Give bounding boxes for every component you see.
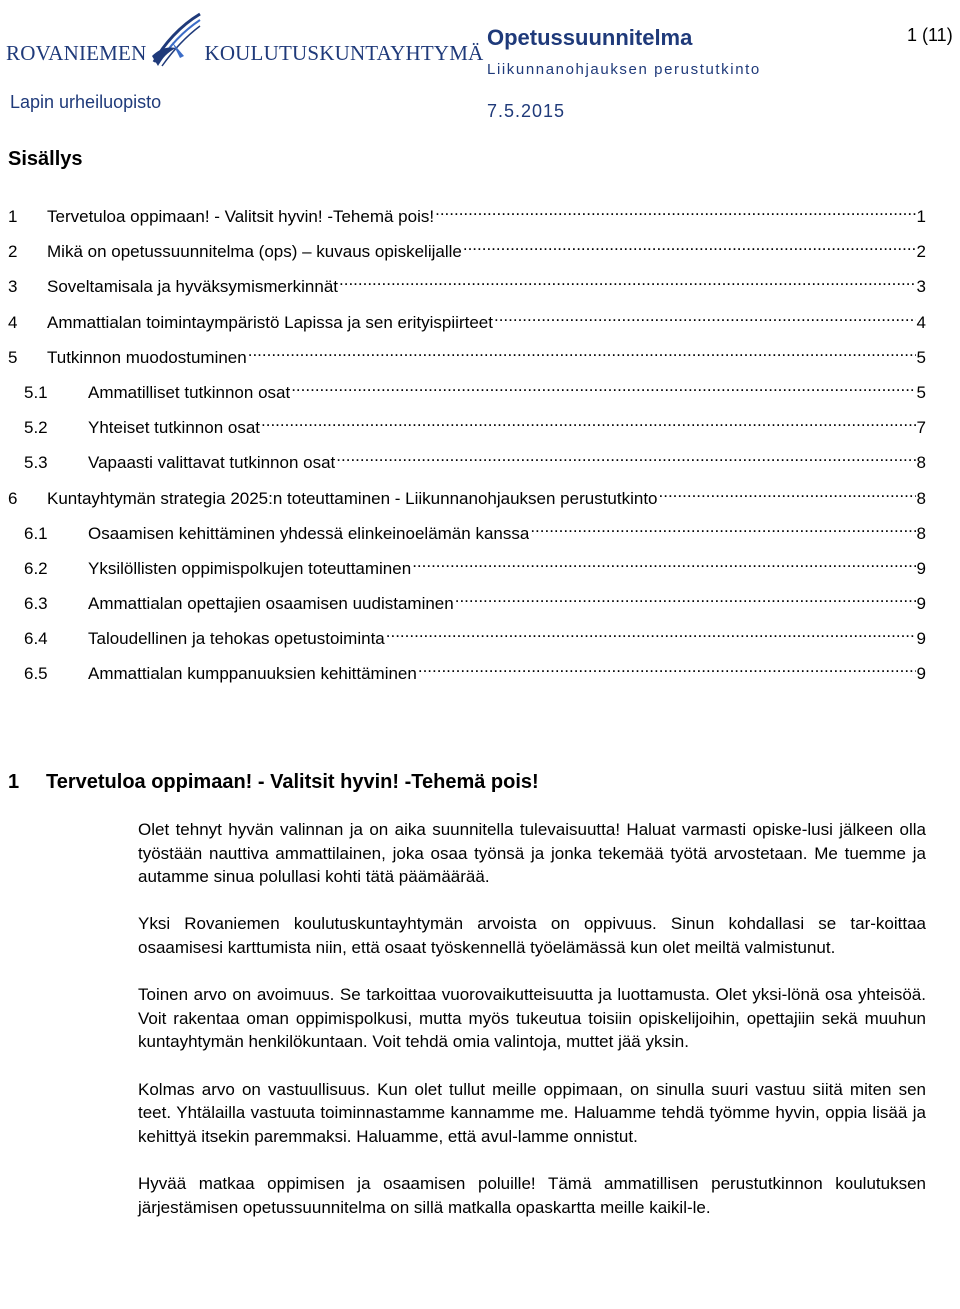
toc-entry-number: 6.2 <box>24 558 48 578</box>
toc-entry[interactable] <box>8 237 926 272</box>
toc-entry[interactable] <box>8 413 926 448</box>
body-paragraph: Yksi Rovaniemen koulutuskuntayhtymän arvoista on oppivuus. Sinun kohdallasi se tar-koittaa osaamisesi karttumista niin, että osaat työskennellä työelämässä kun olet meiltä valmistunut. <box>138 914 926 957</box>
toc-entry-title: Mikä on opetussuunnitelma (ops) – kuvaus opiskelijalle <box>47 242 462 262</box>
toc-dot-leader <box>659 484 916 504</box>
toc-entry-title: Ammatilliset tutkinnon osat <box>88 382 291 402</box>
toc-entry-title: Ammattialan toimintaympäristö Lapissa ja sen erityispiirteet <box>47 312 493 332</box>
toc-entry[interactable] <box>8 624 926 659</box>
toc-entry-page: 7 <box>916 418 926 438</box>
organization-name-part2: KOULUTUSKUNTAYHTYMÄ <box>204 40 484 65</box>
toc-dot-leader <box>455 589 916 609</box>
toc-entry-title: Vapaasti valittavat tutkinnon osat <box>88 453 336 473</box>
toc-entry-page: 5 <box>916 382 926 402</box>
toc-entry-page: 4 <box>916 312 926 332</box>
toc-entry-title: Osaamisen kehittäminen yhdessä elinkeinoelämän kanssa <box>88 523 530 543</box>
toc-dot-leader <box>418 659 916 679</box>
section-body <box>138 818 926 1243</box>
document-title: Opetussuunnitelma <box>487 25 693 50</box>
toc-dot-leader <box>412 554 915 574</box>
toc-entry-page: 8 <box>916 488 926 508</box>
toc-dot-leader <box>463 237 916 257</box>
organization-name <box>6 38 483 68</box>
toc-dot-leader <box>435 202 915 222</box>
toc-entry-number: 6.5 <box>24 664 48 684</box>
toc-entry-page: 8 <box>916 523 926 543</box>
toc-dot-leader <box>336 448 915 468</box>
toc-dot-leader <box>339 272 916 292</box>
toc-entry-page: 9 <box>916 629 926 649</box>
toc-entry-number: 1 <box>8 207 18 226</box>
toc-entry-number: 6.3 <box>24 594 48 614</box>
toc-entry-number: 5.2 <box>24 418 48 438</box>
toc-entry-title: Kuntayhtymän strategia 2025:n toteuttaminen - Liikunnanohjauksen perustutkinto <box>47 488 658 508</box>
toc-entry[interactable] <box>8 554 926 589</box>
toc-entry-title: Taloudellinen ja tehokas opetustoiminta <box>88 629 385 649</box>
body-paragraph: Hyvää matkaa oppimisen ja osaamisen poluille! Tämä ammatillisen perustutkinnon koulutuksen järjestämisen opetussuunnitelma on sillä matkalla opaskartta meille kaikil-le. <box>138 1173 926 1217</box>
body-paragraph: Toinen arvo on avoimuus. Se tarkoittaa vuorovaikutteisuutta ja luottamusta. Olet yksi-lönä osa yhteisöä. Voit rakentaa oman oppimispolkusi, mutta myös tukeutua toisiin opiskelijoihin, opettajiin sekä muuhun kuntayhtymän henkilökuntaan. Voit tehdä omia valintoja, muttet jää yksin. <box>138 985 926 1052</box>
toc-entry[interactable] <box>8 272 926 307</box>
toc-entry[interactable] <box>8 378 926 413</box>
toc-entry-title: Yksilöllisten oppimispolkujen toteuttaminen <box>88 558 412 578</box>
document-subtitle: Liikunnanohjauksen perustutkinto <box>487 61 761 78</box>
toc-entry[interactable] <box>8 448 926 483</box>
toc-entry[interactable] <box>8 659 926 694</box>
toc-entry[interactable] <box>8 519 926 554</box>
section-number: 1 <box>8 771 20 793</box>
toc-entry-number: 5.1 <box>24 382 48 402</box>
toc-dot-leader <box>291 378 915 398</box>
organization-name-part1: ROVANIEMEN <box>6 40 147 65</box>
toc-dot-leader <box>494 308 916 328</box>
toc-entry-page: 8 <box>916 453 926 473</box>
toc-entry[interactable] <box>8 308 926 343</box>
toc-entry-page: 2 <box>916 242 926 262</box>
toc-dot-leader <box>530 519 915 539</box>
toc-entry-number: 2 <box>8 242 18 262</box>
section-heading <box>8 771 539 794</box>
toc-dot-leader <box>386 624 916 644</box>
toc-heading: Sisällys <box>8 148 83 170</box>
toc-dot-leader <box>261 413 916 433</box>
toc-entry-page: 3 <box>916 277 926 297</box>
toc-entry-title: Yhteiset tutkinnon osat <box>88 418 261 438</box>
toc-entry-number: 5.3 <box>24 453 48 473</box>
swoosh-logo-icon <box>150 12 202 68</box>
toc-dot-leader <box>248 343 916 363</box>
toc-entry-title: Tutkinnon muodostuminen <box>47 347 247 367</box>
toc-entry-page: 9 <box>916 664 926 684</box>
toc-entry-title: Ammattialan kumppanuuksien kehittäminen <box>88 664 417 684</box>
subunit-name: Lapin urheiluopisto <box>10 92 162 112</box>
document-date: 7.5.2015 <box>487 101 566 121</box>
body-paragraph: Olet tehnyt hyvän valinnan ja on aika suunnitella tulevaisuutta! Haluat varmasti opiske-lusi jälkeen olla työstään nauttiva ammattilainen, joka osaa työnsä ja jonka tekemää työtä arvostetaan. Me tuemme ja autamme sinua polullasi kohti tätä päämäärää. <box>138 820 926 887</box>
page-number: 1 (11) <box>907 25 953 45</box>
toc-entry-page: 9 <box>916 594 926 614</box>
toc-entry[interactable] <box>8 202 926 237</box>
toc-entry[interactable] <box>8 589 926 624</box>
toc-entry-title: Tervetuloa oppimaan! - Valitsit hyvin! -Tehemä pois! <box>47 207 435 226</box>
toc-entry-page: 9 <box>916 558 926 578</box>
toc-entry-number: 3 <box>8 277 18 297</box>
toc-entry-title: Soveltamisala ja hyväksymismerkinnät <box>47 277 338 297</box>
toc-entry-number: 6.4 <box>24 629 48 649</box>
toc-entry[interactable] <box>8 343 926 378</box>
body-paragraph: Kolmas arvo on vastuullisuus. Kun olet tullut meille oppimaan, on sinulla suuri vastuu siitä miten sen teet. Yhtälailla vastuuta toiminnastamme kannamme me. Haluamme tehdä työmme hyvin, oppia lisää ja kehittyä itsekin paremmaksi. Haluamme, että avul-lamme onnistut. <box>138 1079 926 1146</box>
toc-entry[interactable] <box>8 484 926 519</box>
toc-entry-page: 1 <box>916 207 926 226</box>
toc-entry-title: Ammattialan opettajien osaamisen uudistaminen <box>88 594 454 614</box>
toc-entry-number: 4 <box>8 312 18 332</box>
section-title: Tervetuloa oppimaan! - Valitsit hyvin! -Tehemä pois! <box>46 771 539 793</box>
toc-entry-number: 6.1 <box>24 523 48 543</box>
table-of-contents <box>8 202 926 695</box>
toc-entry-page: 5 <box>916 347 926 367</box>
toc-entry-number: 6 <box>8 488 18 508</box>
toc-entry-number: 5 <box>8 347 18 367</box>
